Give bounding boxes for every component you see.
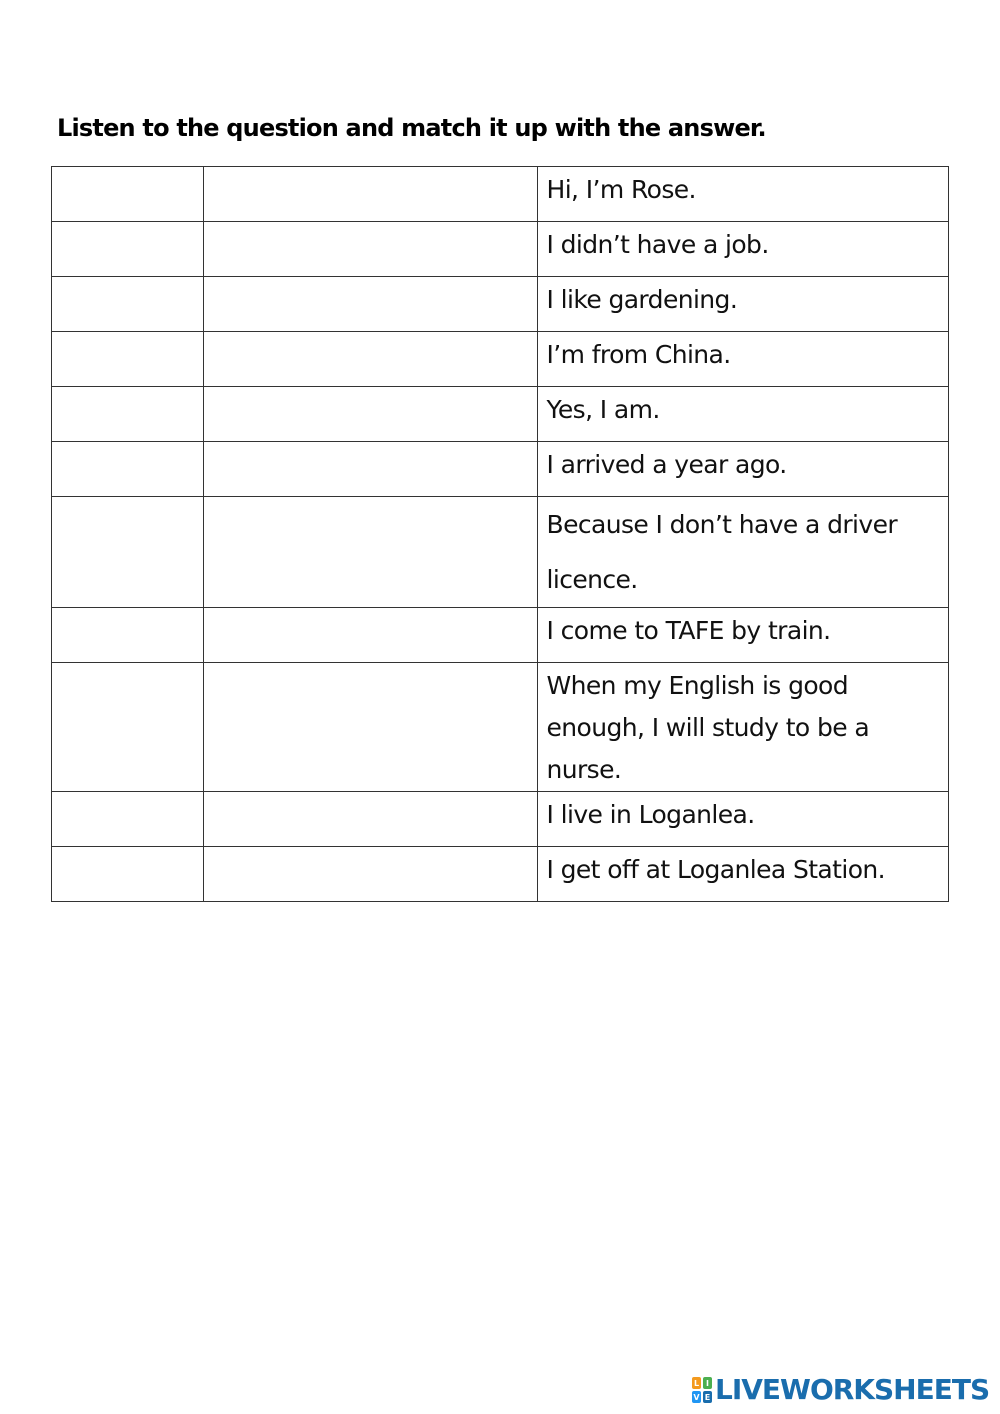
table-row (52, 442, 949, 497)
instruction-heading: Listen to the question and match it up with the answer. (57, 114, 766, 142)
number-cell[interactable] (52, 663, 204, 792)
question-cell[interactable] (204, 167, 537, 222)
number-cell[interactable] (52, 332, 204, 387)
question-cell[interactable] (204, 222, 537, 277)
question-cell[interactable] (204, 332, 537, 387)
answer-cell: When my English is good enough, I will study to be a nurse. (537, 663, 948, 792)
answer-cell: I get off at Loganlea Station. (537, 847, 948, 902)
match-table (51, 166, 949, 902)
table-row (52, 663, 949, 792)
table-row (52, 222, 949, 277)
question-cell[interactable] (204, 497, 537, 608)
number-cell[interactable] (52, 167, 204, 222)
table-row (52, 792, 949, 847)
table-row (52, 847, 949, 902)
question-cell[interactable] (204, 608, 537, 663)
svg-text:L: L (693, 1379, 700, 1388)
question-cell[interactable] (204, 663, 537, 792)
logo-text: LIVEWORKSHEETS (715, 1373, 990, 1406)
number-cell[interactable] (52, 222, 204, 277)
question-cell[interactable] (204, 847, 537, 902)
answer-cell: Yes, I am. (537, 387, 948, 442)
answer-cell: I like gardening. (537, 277, 948, 332)
number-cell[interactable] (52, 847, 204, 902)
liveworksheets-mark-icon (692, 1377, 712, 1403)
svg-text:E: E (704, 1393, 711, 1402)
answer-cell: Because I don’t have a driver licence. (537, 497, 948, 608)
table-row (52, 608, 949, 663)
answer-cell: I’m from China. (537, 332, 948, 387)
svg-text:V: V (693, 1393, 700, 1402)
table-row (52, 277, 949, 332)
svg-text:I: I (706, 1379, 709, 1388)
question-cell[interactable] (204, 387, 537, 442)
answer-cell: I arrived a year ago. (537, 442, 948, 497)
number-cell[interactable] (52, 387, 204, 442)
question-cell[interactable] (204, 442, 537, 497)
table-row (52, 387, 949, 442)
table-row (52, 497, 949, 608)
number-cell[interactable] (52, 792, 204, 847)
answer-cell: Hi, I’m Rose. (537, 167, 948, 222)
number-cell[interactable] (52, 497, 204, 608)
number-cell[interactable] (52, 442, 204, 497)
answer-cell: I didn’t have a job. (537, 222, 948, 277)
number-cell[interactable] (52, 277, 204, 332)
answer-cell: I live in Loganlea. (537, 792, 948, 847)
answer-cell: I come to TAFE by train. (537, 608, 948, 663)
table-row (52, 167, 949, 222)
question-cell[interactable] (204, 277, 537, 332)
liveworksheets-logo (692, 1374, 989, 1406)
table-row (52, 332, 949, 387)
question-cell[interactable] (204, 792, 537, 847)
number-cell[interactable] (52, 608, 204, 663)
